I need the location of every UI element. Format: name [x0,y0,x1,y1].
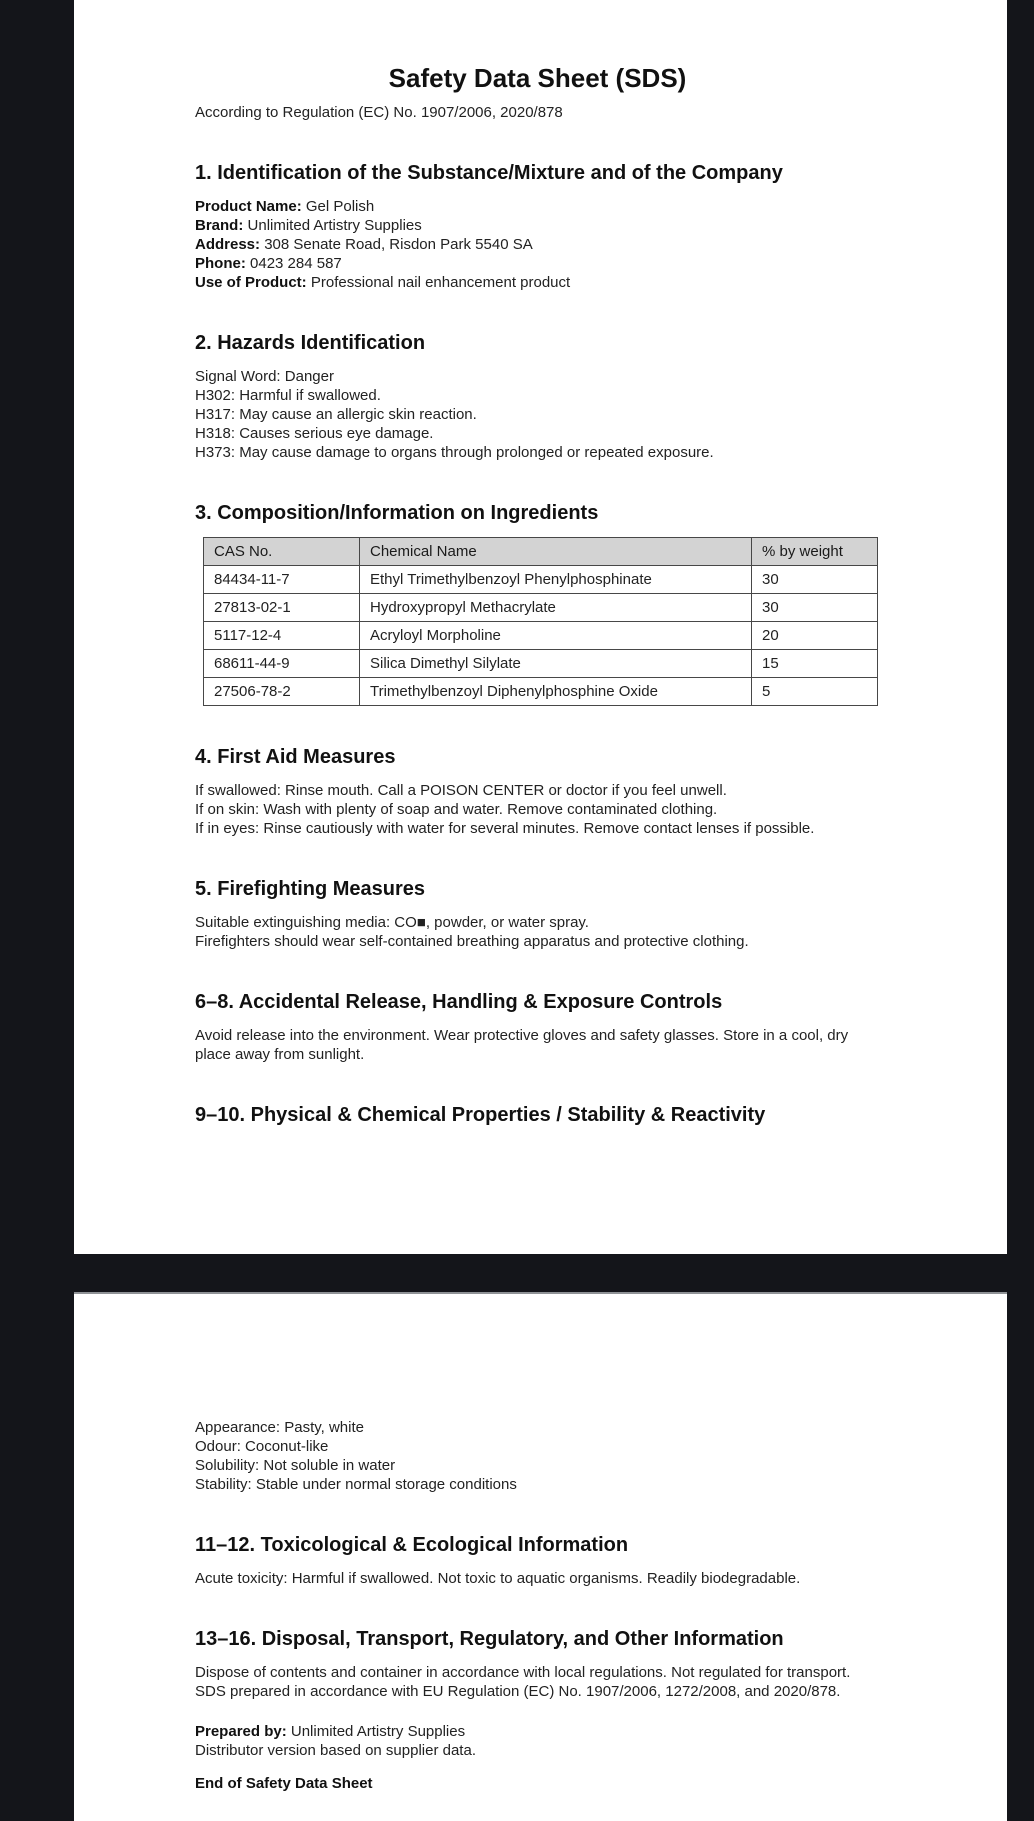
field-value: Unlimited Artistry Supplies [247,217,422,234]
cas-cell: 27813-02-1 [204,594,360,622]
property-line: Appearance: Pasty, white [195,1419,364,1436]
cas-cell: 68611-44-9 [204,650,360,678]
distributor-note: Distributor version based on supplier data. [195,1742,476,1759]
section-1-body [195,197,880,292]
prepared-by-block [195,1722,880,1760]
physical-properties-body [195,1294,880,1494]
toxicology-line: Acute toxicity: Harmful if swallowed. Not toxic to aquatic organisms. Readily biodegradable. [195,1570,801,1587]
prepared-by-value: Unlimited Artistry Supplies [290,1723,466,1740]
field-value: Gel Polish [305,198,375,215]
chemical-name-cell: Trimethylbenzoyl Diphenylphosphine Oxide [360,678,752,706]
percent-cell: 20 [752,622,878,650]
section-11-12-body [195,1569,880,1588]
chemical-name-cell: Ethyl Trimethylbenzoyl Phenylphosphinate [360,566,752,594]
field-label: Use of Product: [195,274,307,291]
section-13-16-body [195,1663,880,1701]
field-value: 308 Senate Road, Risdon Park 5540 SA [264,236,533,253]
property-line: Stability: Stable under normal storage conditions [195,1476,517,1493]
prepared-by-line [195,1722,880,1741]
chemical-name-cell: Hydroxypropyl Methacrylate [360,594,752,622]
section-5-heading: 5. Firefighting Measures [195,878,426,900]
section-5-body [195,913,880,951]
field-label: Product Name: [195,198,302,215]
property-line: Solubility: Not soluble in water [195,1457,396,1474]
hazard-line: H318: Causes serious eye damage. [195,425,434,442]
percent-cell: 5 [752,678,878,706]
cas-cell: 27506-78-2 [204,678,360,706]
hazard-line: Signal Word: Danger [195,368,334,385]
section-6-8-heading: 6–8. Accidental Release, Handling & Exposure Controls [195,991,723,1013]
firefighting-line: Suitable extinguishing media: CO■, powder, or water spray. [195,914,589,931]
field-phone [195,254,880,273]
field-product-name [195,197,880,216]
column-header-percent-weight: % by weight [752,538,878,566]
first-aid-line: If swallowed: Rinse mouth. Call a POISON CENTER or doctor if you feel unwell. [195,782,727,799]
document-subtitle: According to Regulation (EC) No. 1907/2006, 2020/878 [195,104,563,121]
section-13-16-heading: 13–16. Disposal, Transport, Regulatory, and Other Information [195,1628,784,1650]
section-4-body [195,781,880,838]
first-aid-line: If on skin: Wash with plenty of soap and water. Remove contaminated clothing. [195,801,718,818]
cas-cell: 84434-11-7 [204,566,360,594]
cas-cell: 5117-12-4 [204,622,360,650]
section-3-heading: 3. Composition/Information on Ingredients [195,502,599,524]
table-row [204,650,878,678]
prepared-by-label: Prepared by: [195,1723,287,1740]
field-label: Brand: [195,217,244,234]
field-label: Address: [195,236,261,253]
section-4-heading: 4. First Aid Measures [195,746,396,768]
field-brand [195,216,880,235]
sds-page-1 [74,0,1007,1254]
hazard-line: H302: Harmful if swallowed. [195,387,381,404]
table-row [204,566,878,594]
field-value: 0423 284 587 [250,255,342,272]
table-header-row [204,538,878,566]
percent-cell: 30 [752,566,878,594]
field-label: Phone: [195,255,246,272]
page-2-content [74,1294,1007,1793]
hazard-line: H373: May cause damage to organs through prolonged or repeated exposure. [195,444,714,461]
accidental-release-line: place away from sunlight. [195,1046,365,1063]
document-title: Safety Data Sheet (SDS) [388,63,687,93]
disposal-line: SDS prepared in accordance with EU Regulation (EC) No. 1907/2006, 1272/2008, and 2020/878. [195,1683,841,1700]
property-line: Odour: Coconut-like [195,1438,329,1455]
section-2-body [195,367,880,462]
chemical-name-cell: Silica Dimethyl Silylate [360,650,752,678]
table-row [204,622,878,650]
percent-cell: 15 [752,650,878,678]
first-aid-line: If in eyes: Rinse cautiously with water for several minutes. Remove contact lenses if possible. [195,820,815,837]
ingredients-table [203,537,878,706]
percent-cell: 30 [752,594,878,622]
section-11-12-heading: 11–12. Toxicological & Ecological Information [195,1534,629,1556]
table-row [204,678,878,706]
section-1-heading: 1. Identification of the Substance/Mixture and of the Company [195,162,783,184]
firefighting-line: Firefighters should wear self-contained breathing apparatus and protective clothing. [195,933,749,950]
end-of-sheet-note: End of Safety Data Sheet [195,1775,373,1792]
sds-page-2 [74,1292,1007,1821]
field-value: Professional nail enhancement product [310,274,571,291]
table-row [204,594,878,622]
field-use-of-product [195,273,880,292]
chemical-name-cell: Acryloyl Morpholine [360,622,752,650]
section-2-heading: 2. Hazards Identification [195,332,426,354]
column-header-cas: CAS No. [204,538,360,566]
hazard-line: H317: May cause an allergic skin reaction. [195,406,477,423]
accidental-release-line: Avoid release into the environment. Wear protective gloves and safety glasses. Store in a cool, dry [195,1027,849,1044]
field-address [195,235,880,254]
disposal-line: Dispose of contents and container in accordance with local regulations. Not regulated for transport. [195,1664,851,1681]
column-header-chemical-name: Chemical Name [360,538,752,566]
section-6-8-body [195,1026,880,1064]
page-1-content [74,0,1007,1127]
section-9-10-heading: 9–10. Physical & Chemical Properties / Stability & Reactivity [195,1104,766,1126]
